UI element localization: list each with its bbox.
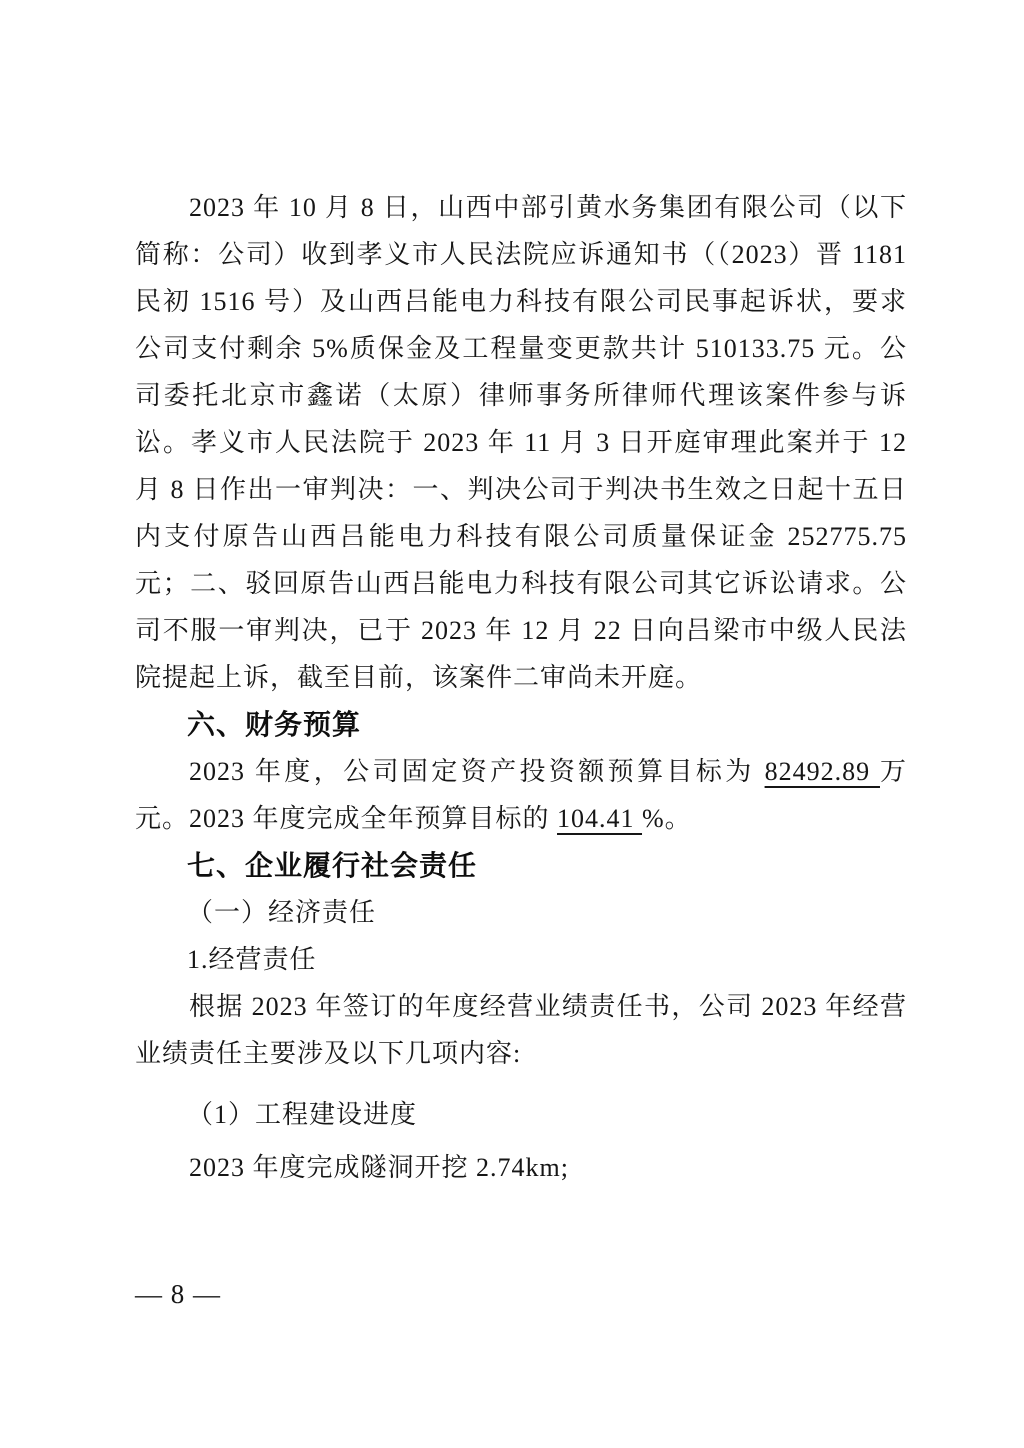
budget-completion-percentage: 104.41: [557, 804, 643, 833]
document-content: [135, 184, 907, 1191]
subsection-economic-responsibility: （一）经济责任: [187, 898, 377, 927]
finance-text-after: %。: [642, 804, 692, 833]
subsection-operating-responsibility: 1.经营责任: [187, 945, 317, 974]
csr-intro-paragraph: 根据 2023 年签订的年度经营业绩责任书，公司 2023 年经营业绩责任主要涉及以下几项内容:: [135, 992, 907, 1068]
budget-target-value: 82492.89: [764, 757, 880, 786]
finance-budget-paragraph: [135, 748, 907, 842]
csr-item1-tunnel-excavation-value: 2023 年度完成隧洞开挖 2.74km;: [189, 1153, 569, 1182]
section-heading-finance-budget: 六、财务预算: [187, 709, 362, 740]
page-number: — 8 —: [135, 1279, 221, 1309]
finance-text-between: 万元。2023 年度完成全年预算目标的: [135, 757, 907, 833]
finance-text-before-budget: 2023 年度，公司固定资产投资额预算目标为: [189, 757, 765, 786]
lawsuit-paragraph: 2023 年 10 月 8 日，山西中部引黄水务集团有限公司（以下简称：公司）收到孝义市人民法院应诉通知书（（2023）晋 1181 民初 1516 号）及山西吕能电力科技有限公司民事起诉状，要求公司支付剩余 5%质保金及工程量变更款共计 510133.75 元。公司委托北京市鑫诺（太原）律师事务所律师代理该案件参与诉讼。孝义市人民法院于 2023 年 11 月 3 日开庭审理此案并于 12 月 8 日作出一审判决：一、判决公司于判决书生效之日起十五日内支付原告山西吕能电力科技有限公司质量保证金 252775.75 元；二、驳回原告山西吕能电力科技有限公司其它诉讼请求。公司不服一审判决，已于 2023 年 12 月 22 日向吕梁市中级人民法院提起上诉，截至目前，该案件二审尚未开庭。: [135, 193, 907, 692]
section-heading-social-responsibility: 七、企业履行社会责任: [187, 850, 478, 881]
csr-item1-title-construction-progress: （1）工程建设进度: [187, 1100, 418, 1129]
